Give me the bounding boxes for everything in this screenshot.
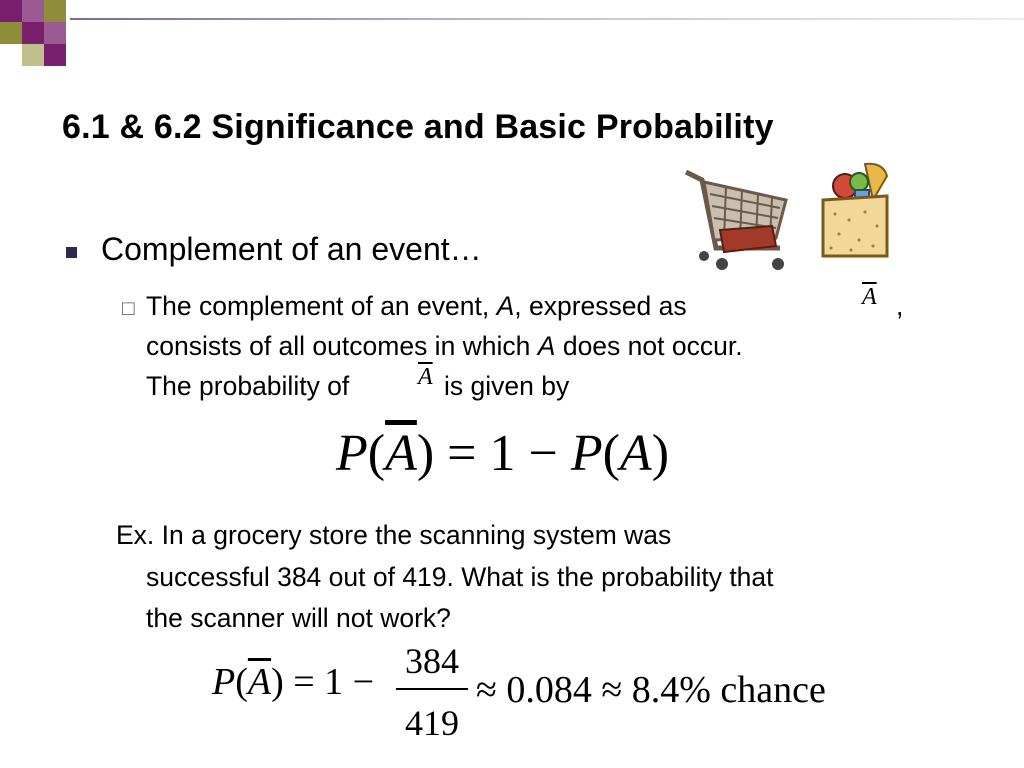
bullet-complement: Complement of an event… xyxy=(101,231,482,267)
sub-text-line2: consists of all outcomes in which A does not occur. xyxy=(146,331,743,361)
slide-title: 6.1 & 6.2 Significance and Basic Probability xyxy=(62,108,774,146)
result-formula-right: ≈ 0.084 ≈ 8.4% chance xyxy=(476,669,826,711)
fraction-bar xyxy=(396,688,468,690)
sub-text-line3b: is given by xyxy=(444,371,570,401)
fraction-numerator: 384 xyxy=(405,641,459,681)
sub-bullet-box: □ xyxy=(122,297,135,320)
sub-text-comma: , xyxy=(896,291,904,321)
result-formula-left: $P(\overline{A}) = 1$ − xyxy=(212,661,375,703)
bullet-square xyxy=(66,247,77,258)
shopping-cart-icon xyxy=(680,160,800,280)
fraction-denominator: 419 xyxy=(405,703,459,743)
a-bar-symbol: $\overline{A}$ xyxy=(862,284,877,310)
example-line1: Ex. In a grocery store the scanning system was xyxy=(116,520,672,550)
sub-text-line3a: The probability of xyxy=(146,371,350,401)
top-rule xyxy=(70,18,1024,20)
a-bar-symbol-2: $\overline{A}$ xyxy=(418,364,433,390)
example-line2: successful 384 out of 419. What is the probability that xyxy=(146,562,774,592)
sub-text-line1: The complement of an event, A, expressed as xyxy=(146,291,687,321)
example-line3: the scanner will not work? xyxy=(146,603,451,633)
complement-formula: $P(\overline{A}) = 1 - P(A)$ xyxy=(336,425,670,482)
grocery-bag-icon xyxy=(815,160,895,260)
